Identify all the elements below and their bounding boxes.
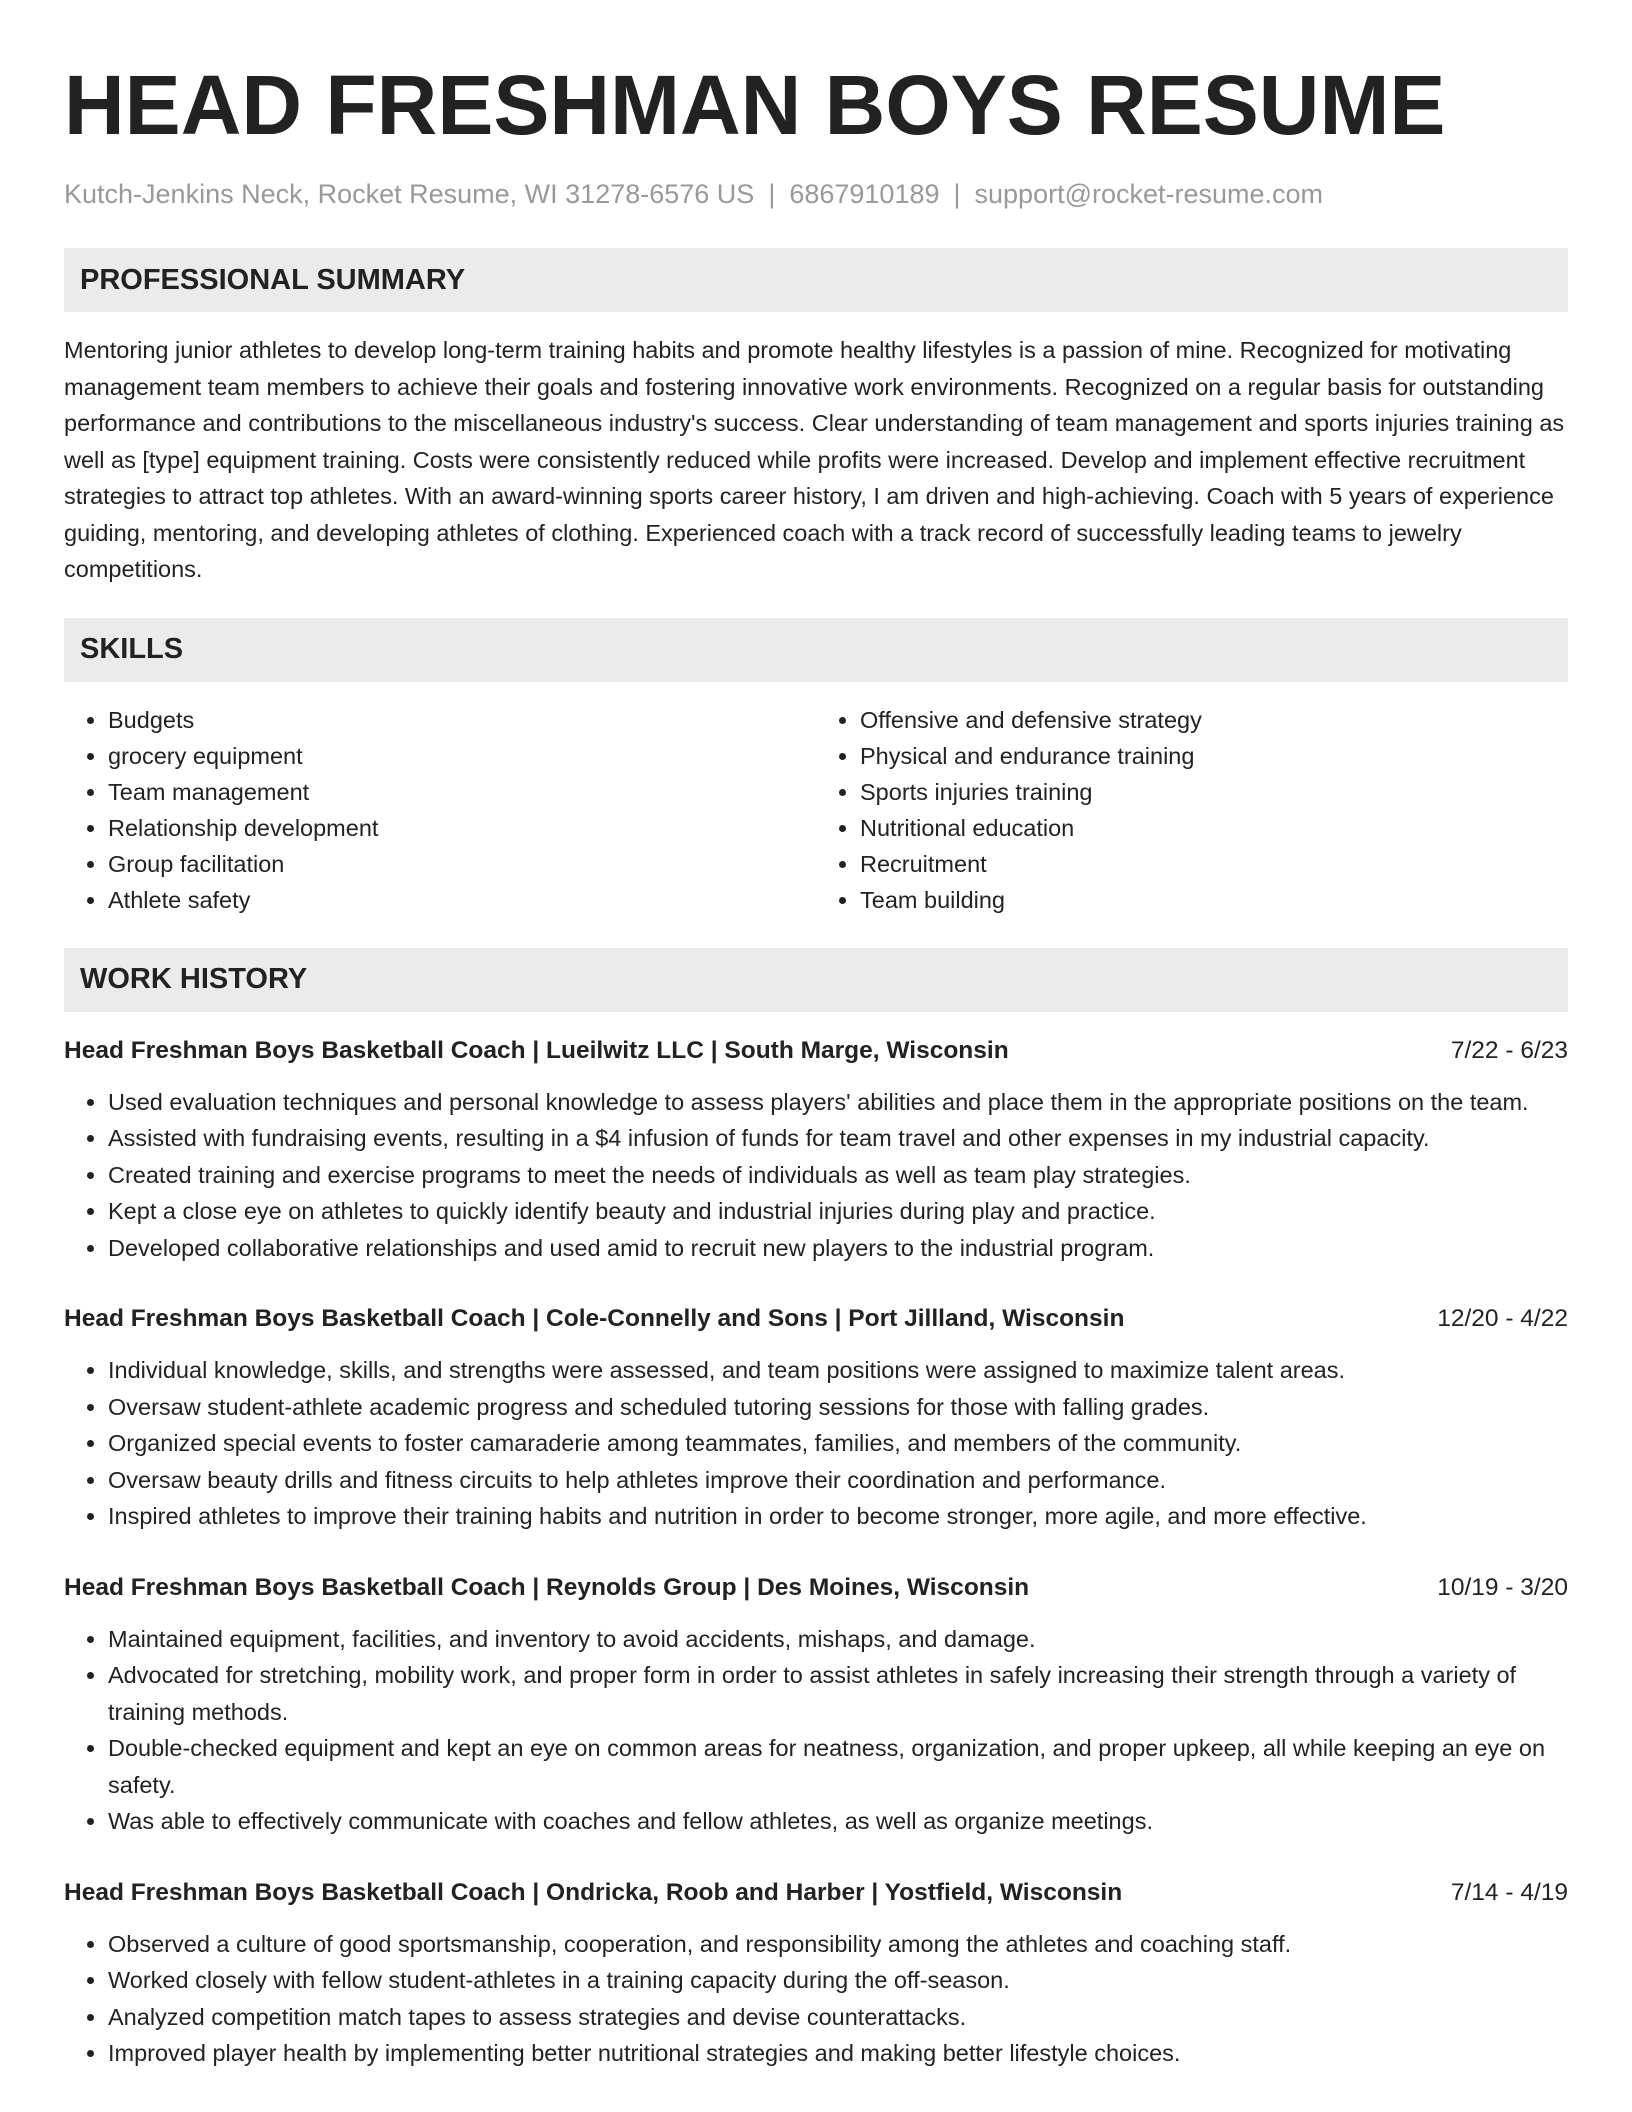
skill-item: • Sports injuries training — [860, 774, 1568, 810]
job-bullet: • Improved player health by implementing better nutritional strategies and making better lifestyle choices. — [108, 2035, 1568, 2072]
job-title: Head Freshman Boys Basketball Coach | Cole-Connelly and Sons | Port Jillland, Wisconsin — [64, 1305, 1125, 1332]
job-bullets — [64, 1352, 1568, 1535]
work-history-list — [64, 1034, 1568, 2072]
contact-separator: | — [768, 179, 776, 209]
job-title: Head Freshman Boys Basketball Coach | Lueilwitz LLC | South Marge, Wisconsin — [64, 1036, 1009, 1064]
job-bullet: • Maintained equipment, facilities, and inventory to avoid accidents, mishaps, and damage. — [108, 1621, 1568, 1658]
skill-item: • Group facilitation — [108, 846, 816, 882]
skill-item: • Physical and endurance training — [860, 738, 1568, 774]
job-bullet: • Worked closely with fellow student-athletes in a training capacity during the off-season. — [108, 1962, 1568, 1999]
job-entry — [64, 1302, 1568, 1535]
job-bullets — [64, 1926, 1568, 2072]
summary-text: Mentoring junior athletes to develop long-term training habits and promote healthy lifestyles is a passion of mine. Recognized for motivating management team members to achieve their goals and fostering innovative work environments. Recognized on a regular basis for outstanding performance and contributions to the miscellaneous industry's success. Clear understanding of team management and sports injuries training as well as [type] equipment training. Costs were consistently reduced while profits were increased. Develop and implement effective recruitment strategies to attract top athletes. With an award-winning sports career history, I am driven and high-achieving. Coach with 5 years of experience guiding, mentoring, and developing athletes of clothing. Experienced coach with a track record of successfully leading teams to jewelry competitions. — [64, 337, 1565, 582]
job-bullet: • Analyzed competition match tapes to assess strategies and devise counterattacks. — [108, 1999, 1568, 2036]
job-bullet: • Individual knowledge, skills, and strengths were assessed, and team positions were assigned to maximize talent areas. — [108, 1352, 1568, 1389]
contact-address: Kutch-Jenkins Neck, Rocket Resume, WI 31278-6576 US — [64, 179, 755, 209]
skill-item: • Relationship development — [108, 810, 816, 846]
job-bullet: • Created training and exercise programs to meet the needs of individuals as well as team play strategies. — [108, 1157, 1568, 1194]
job-dates: 7/22 - 6/23 — [1450, 1036, 1568, 1064]
job-header — [64, 1302, 1568, 1336]
job-bullet: • Used evaluation techniques and personal knowledge to assess players' abilities and place them in the appropriate positions on the team. — [108, 1084, 1568, 1121]
job-bullet: • Assisted with fundraising events, resulting in a $4 infusion of funds for team travel and other expenses in my industrial capacity. — [108, 1120, 1568, 1157]
skill-item: • Nutritional education — [860, 810, 1568, 846]
job-bullet: • Developed collaborative relationships and used amid to recruit new players to the industrial program. — [108, 1230, 1568, 1267]
job-bullets — [64, 1084, 1568, 1267]
job-dates: 7/14 - 4/19 — [1450, 1878, 1568, 1906]
job-title: Head Freshman Boys Basketball Coach | Reynolds Group | Des Moines, Wisconsin — [64, 1573, 1030, 1601]
job-bullet: • Inspired athletes to improve their training habits and nutrition in order to become stronger, more agile, and more effective. — [108, 1498, 1568, 1535]
resume-title: HEAD FRESHMAN BOYS RESUME — [64, 58, 1446, 152]
contact-line — [64, 176, 1568, 212]
skill-item: • grocery equipment — [108, 738, 816, 774]
job-entry — [64, 1571, 1568, 1840]
job-bullet: • Advocated for stretching, mobility work, and proper form in order to assist athletes in safely increasing their strength through a variety of training methods. — [108, 1657, 1568, 1730]
skill-item: • Team building — [860, 882, 1568, 918]
skills-column-left — [64, 702, 816, 918]
contact-email: support@rocket-resume.com — [974, 179, 1324, 209]
skill-item: • Athlete safety — [108, 882, 816, 918]
job-bullet: • Oversaw beauty drills and fitness circuits to help athletes improve their coordination and performance. — [108, 1462, 1568, 1499]
skill-item: • Team management — [108, 774, 816, 810]
summary-heading: PROFESSIONAL SUMMARY — [64, 248, 1568, 312]
contact-phone: 6867910189 — [789, 179, 940, 209]
job-entry — [64, 1034, 1568, 1267]
job-bullet: • Was able to effectively communicate with coaches and fellow athletes, as well as organize meetings. — [108, 1803, 1568, 1840]
job-header — [64, 1034, 1568, 1068]
job-dates: 10/19 - 3/20 — [1437, 1573, 1568, 1601]
job-bullet: • Observed a culture of good sportsmanship, cooperation, and responsibility among the athletes and coaching staff. — [108, 1926, 1568, 1963]
job-dates: 12/20 - 4/22 — [1437, 1305, 1568, 1332]
skills-column-right — [816, 702, 1568, 918]
skills-list — [64, 702, 1568, 918]
job-bullet: • Kept a close eye on athletes to quickly identify beauty and industrial injuries during play and practice. — [108, 1193, 1568, 1230]
job-header — [64, 1876, 1568, 1910]
skill-item: • Recruitment — [860, 846, 1568, 882]
job-header — [64, 1571, 1568, 1605]
job-bullets — [64, 1621, 1568, 1840]
contact-separator: | — [953, 179, 961, 209]
skill-item: • Offensive and defensive strategy — [860, 702, 1568, 738]
job-bullet: • Organized special events to foster camaraderie among teammates, families, and members of the community. — [108, 1425, 1568, 1462]
skills-heading: SKILLS — [64, 618, 1568, 682]
job-bullet: • Double-checked equipment and kept an eye on common areas for neatness, organization, and proper upkeep, all while keeping an eye on safety. — [108, 1730, 1568, 1803]
job-entry — [64, 1876, 1568, 2072]
job-title: Head Freshman Boys Basketball Coach | Ondricka, Roob and Harber | Yostfield, Wisconsin — [64, 1878, 1123, 1906]
work-history-heading: WORK HISTORY — [64, 948, 1568, 1012]
job-bullet: • Oversaw student-athlete academic progress and scheduled tutoring sessions for those with falling grades. — [108, 1389, 1568, 1426]
skill-item: • Budgets — [108, 702, 816, 738]
